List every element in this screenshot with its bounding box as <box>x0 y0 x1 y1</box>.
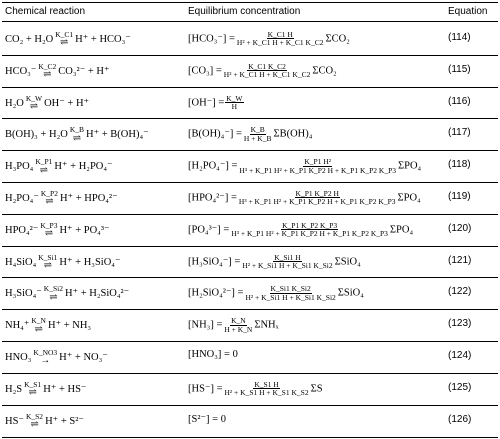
concentration-lhs: [OH⁻] = <box>188 96 225 108</box>
reaction-cell <box>5 63 110 81</box>
numerator: K_S1 H <box>254 379 279 389</box>
row-separator <box>0 309 500 310</box>
reactants: H₃SiO₄⁻ <box>5 288 42 300</box>
reaction-cell <box>5 413 84 431</box>
header-chemical-reaction: Chemical reaction <box>5 6 86 17</box>
total-term: ΣCO₂ <box>312 65 337 77</box>
equilibrium-arrow-icon: K_W ⇌ <box>25 93 43 112</box>
row-separator <box>0 373 500 374</box>
products: H⁺ + PO₄³⁻ <box>59 224 110 236</box>
equation-number: (123) <box>448 318 472 330</box>
numerator: K_C1 H <box>267 29 293 39</box>
fraction <box>230 222 389 238</box>
reaction-cell <box>5 317 91 335</box>
concentration-cell <box>188 222 413 238</box>
equation-number: (124) <box>448 349 472 361</box>
equation-number: (126) <box>448 413 472 425</box>
rate-constant: K_S1 <box>24 379 42 389</box>
equation-number: (122) <box>448 286 472 298</box>
numerator: K_P1 K_P2 K_P3 <box>282 220 338 230</box>
equilibrium-arrow-icon: K_P3 ⇌ <box>40 220 58 240</box>
numerator: K_N <box>231 316 246 326</box>
reaction-cell <box>5 95 89 113</box>
equation-number: (120) <box>448 222 472 234</box>
concentration-lhs: [H₂SiO₄²⁻] = <box>188 287 244 299</box>
concentration-lhs: [H₃SiO₄⁻] = <box>188 255 241 267</box>
denominator: H³ + K_P1 H² + K_P1 K_P2 H + K_P1 K_P2 K_P3 <box>239 165 397 175</box>
products: H⁺ + NH₃ <box>47 320 92 332</box>
products: H⁺ + NO₃⁻ <box>59 352 108 364</box>
concentration-cell <box>188 317 279 333</box>
denominator: H² + K_Si1 H + K_Si1 K_Si2 <box>245 292 336 302</box>
reactants: H₄SiO₄ <box>5 256 37 268</box>
concentration-cell <box>188 63 337 79</box>
row-separator <box>0 405 500 406</box>
row-separator <box>0 87 500 88</box>
concentration-cell <box>188 158 421 174</box>
equation-number: (114) <box>448 31 471 43</box>
rate-constant: K_B <box>69 125 84 135</box>
products: CO₃²⁻ + H⁺ <box>58 65 110 77</box>
rate-constant: K_NO3 <box>33 347 58 357</box>
fraction <box>225 95 243 111</box>
rate-constant: K_Si2 <box>43 284 63 294</box>
total-term: ΣSiO₄ <box>334 255 361 267</box>
products: H⁺ + HS⁻ <box>43 383 87 395</box>
equilibrium-arrow-icon: K_S1 ⇌ <box>24 379 42 399</box>
reaction-cell <box>5 31 131 49</box>
denominator: H³ + K_P1 H² + K_P1 K_P2 H + K_P1 K_P2 K_P3 <box>231 229 388 239</box>
equilibrium-arrow-icon: K_C1 ⇌ <box>55 29 74 49</box>
row-separator <box>0 214 500 215</box>
concentration-lhs: [HCO₃⁻] = <box>188 33 235 45</box>
fraction <box>244 285 336 301</box>
reactants: HNO₃ <box>5 352 32 364</box>
products: H⁺ + B(OH)₄⁻ <box>86 129 149 141</box>
denominator: H + K_B <box>243 133 272 143</box>
concentration-cell <box>188 126 312 142</box>
reaction-cell <box>5 349 108 367</box>
fraction <box>224 381 310 397</box>
equation-number: (121) <box>448 254 472 266</box>
rate-constant: K_Si1 <box>38 252 58 262</box>
concentration-lhs: [NH₃] = <box>188 319 223 331</box>
row-separator <box>0 55 500 56</box>
total-term: ΣSiO₄ <box>337 287 364 299</box>
products: H⁺ + H₃SiO₄⁻ <box>59 256 121 268</box>
header-equation: Equation <box>448 6 488 17</box>
rate-constant: K_W <box>25 93 43 103</box>
concentration-lhs: [B(OH)₄⁻] = <box>188 128 242 140</box>
concentration-lhs: [S²⁻] = 0 <box>188 413 226 425</box>
concentration-cell <box>188 381 323 397</box>
total-term: ΣB(OH)₄ <box>273 128 313 140</box>
numerator: K_P1 K_P2 H <box>295 188 339 198</box>
numerator: K_C1 K_C2 <box>248 61 286 71</box>
reaction-cell <box>5 222 110 240</box>
rate-constant: K_P2 <box>40 188 58 198</box>
numerator: K_P1 H² <box>304 157 332 167</box>
equation-number: (116) <box>448 95 471 107</box>
fraction <box>236 31 325 47</box>
concentration-lhs: [CO₃] = <box>188 65 222 77</box>
equilibrium-arrow-icon: K_NO3 → <box>33 347 58 367</box>
total-term: ΣCO₂ <box>325 33 350 45</box>
reactants: H₂PO₄⁻ <box>5 193 39 205</box>
equilibrium-arrow-icon: K_Si1 ⇌ <box>38 252 58 271</box>
fraction <box>243 126 273 142</box>
reaction-cell <box>5 126 149 144</box>
reactants: H₂O <box>5 97 24 109</box>
concentration-cell <box>188 254 361 270</box>
fraction <box>241 254 333 270</box>
products: H⁺ + H₂PO₄⁻ <box>54 161 113 173</box>
denominator: H <box>231 102 238 111</box>
fraction <box>223 317 253 333</box>
reactants: HS⁻ <box>5 415 24 427</box>
denominator: H² + K_C1 H + K_C1 K_C2 <box>223 70 311 80</box>
total-term: ΣNHₓ <box>254 319 279 331</box>
row-separator <box>0 182 500 183</box>
header-equilibrium-concentration: Equilibrium concentration <box>188 6 301 17</box>
reaction-cell <box>5 158 113 176</box>
reactants: CO₂ + H₂O <box>5 34 54 46</box>
concentration-lhs: [H₂PO₄⁻] = <box>188 160 238 172</box>
denominator: H + K_N <box>224 324 253 334</box>
concentration-cell <box>188 349 238 360</box>
reactants: HPO₄²⁻ <box>5 224 39 236</box>
equilibrium-arrow-icon: K_Si2 ⇌ <box>43 284 63 303</box>
denominator: H² + K_C1 H + K_C1 K_C2 <box>236 38 324 48</box>
table-top-rule <box>2 2 498 3</box>
row-separator <box>0 277 500 278</box>
equation-number: (119) <box>448 190 471 202</box>
equilibrium-arrow-icon: K_P1 ⇌ <box>35 157 53 176</box>
fraction <box>223 63 312 79</box>
rate-constant: K_P1 <box>35 157 53 167</box>
concentration-lhs: [HPO₄²⁻] = <box>188 192 237 204</box>
denominator: H³ + K_P1 H² + K_P1 K_P2 H + K_P1 K_P2 K_P3 <box>238 197 396 207</box>
row-separator <box>0 341 500 342</box>
equilibrium-arrow-icon: K_C2 ⇌ <box>38 61 57 81</box>
concentration-lhs: [HS⁻] = <box>188 383 223 395</box>
equation-number: (125) <box>448 381 472 393</box>
reaction-cell <box>5 381 86 399</box>
rate-constant: K_S2 <box>25 411 44 421</box>
total-term: ΣPO₄ <box>389 224 414 236</box>
reaction-cell <box>5 285 129 303</box>
numerator: K_W <box>226 93 243 103</box>
equation-number: (115) <box>448 63 471 75</box>
concentration-cell <box>188 413 226 425</box>
numerator: K_Si1 K_Si2 <box>270 284 311 294</box>
concentration-lhs: [HNO₃] = 0 <box>188 348 238 360</box>
products: OH⁻ + H⁺ <box>44 97 90 109</box>
numerator: K_B <box>250 125 265 135</box>
products: H⁺ + HPO₄²⁻ <box>59 193 118 205</box>
reactants: H₂S <box>5 383 23 395</box>
equilibrium-arrow-icon: K_S2 ⇌ <box>25 411 44 430</box>
reactants: B(OH)₃ + H₂O <box>5 129 68 141</box>
fraction <box>238 158 397 174</box>
reactants: NH₄⁺ <box>5 320 30 332</box>
products: H⁺ + H₂SiO₄²⁻ <box>64 288 130 300</box>
row-separator <box>0 246 500 247</box>
header-rule <box>2 21 498 22</box>
equilibrium-arrow-icon: K_B ⇌ <box>69 125 84 144</box>
reaction-cell <box>5 254 121 272</box>
total-term: ΣPO₄ <box>398 160 422 172</box>
row-separator <box>0 118 500 119</box>
equation-number: (118) <box>448 159 471 171</box>
table-bottom-rule <box>2 437 498 438</box>
reactants: H₃PO₄ <box>5 161 34 173</box>
equation-number: (117) <box>448 127 471 139</box>
concentration-lhs: [PO₄³⁻] = <box>188 224 230 236</box>
rate-constant: K_C2 <box>38 61 57 71</box>
denominator: H² + K_Si1 H + K_Si1 K_Si2 <box>242 261 333 270</box>
reaction-cell <box>5 190 118 208</box>
concentration-cell <box>188 190 421 206</box>
rate-constant: K_N <box>31 316 46 326</box>
reactants: HCO₃⁻ <box>5 65 37 77</box>
total-term: ΣS <box>310 383 323 395</box>
concentration-cell <box>188 95 245 111</box>
rate-constant: K_P3 <box>40 220 58 230</box>
equilibrium-arrow-icon: K_N ⇌ <box>31 316 46 335</box>
numerator: K_Si1 H <box>274 252 301 262</box>
products: H⁺ + HCO₃⁻ <box>75 34 131 46</box>
concentration-cell <box>188 31 350 47</box>
row-separator <box>0 150 500 151</box>
denominator: H² + K_S1 H + K_S1 K_S2 <box>224 388 309 398</box>
products: H⁺ + S²⁻ <box>45 415 84 427</box>
equilibrium-arrow-icon: K_P2 ⇌ <box>40 188 58 208</box>
total-term: ΣPO₄ <box>397 192 421 204</box>
fraction <box>238 190 397 206</box>
rate-constant: K_C1 <box>55 29 74 39</box>
concentration-cell <box>188 285 364 301</box>
